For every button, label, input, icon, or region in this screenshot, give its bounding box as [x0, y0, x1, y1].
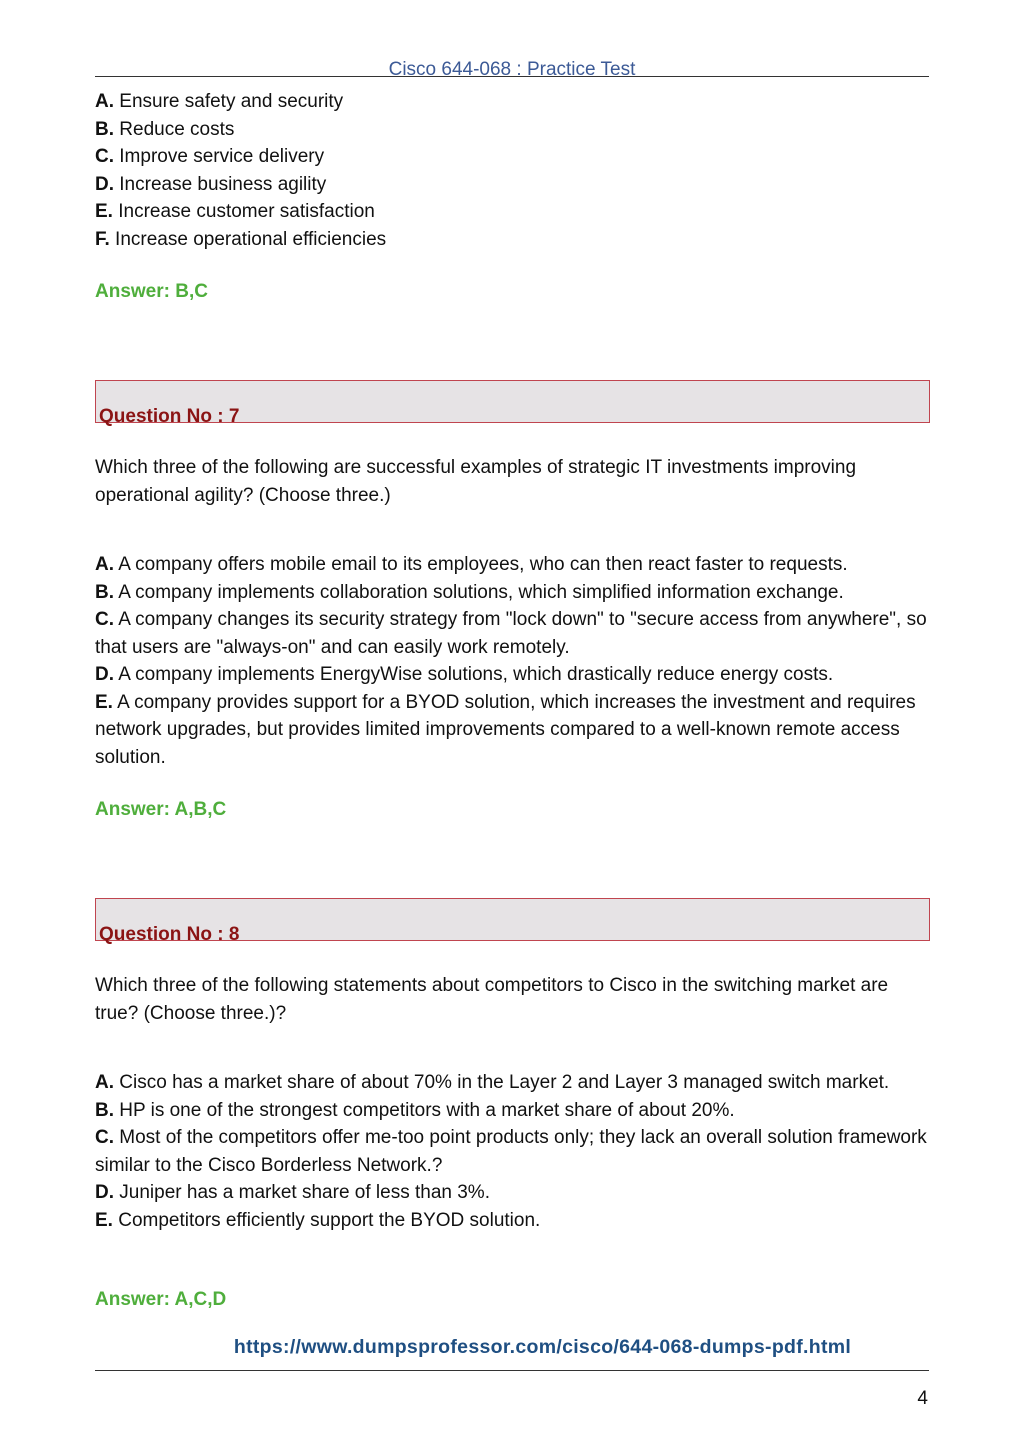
- question-7-header: [95, 380, 930, 427]
- option-text: Cisco has a market share of about 70% in the Layer 2 and Layer 3 managed switch market.: [114, 1072, 890, 1093]
- option-letter: A.: [95, 1072, 114, 1093]
- option-b: [95, 1097, 929, 1125]
- option-d: [95, 1179, 929, 1207]
- option-c: [95, 606, 929, 661]
- option-letter: C.: [95, 609, 114, 630]
- option-b: [95, 579, 929, 607]
- option-a: [95, 551, 929, 579]
- option-letter: B.: [95, 1099, 114, 1121]
- option-letter: A.: [95, 554, 114, 575]
- option-text: Most of the competitors offer me-too point products only; they lack an overall solution framework similar to the Cisco Borderless Network.?: [95, 1127, 927, 1176]
- option-text: HP is one of the strongest competitors with a market share of about 20%.: [114, 1099, 735, 1121]
- question-7-text-block: [95, 454, 929, 509]
- option-letter: D.: [95, 1182, 114, 1203]
- option-text: A company provides support for a BYOD solution, which increases the investment and requires network upgrades, but provides limited improvements compared to a well-known remote access solution.: [95, 691, 916, 768]
- option-letter: D.: [95, 664, 114, 685]
- header-divider: [95, 76, 929, 77]
- option-d: [95, 661, 929, 689]
- question-text: Which three of the following statements about competitors to Cisco in the switching market are true? (Choose three.)?: [95, 975, 889, 1024]
- option-e: [95, 689, 929, 772]
- option-text: A company implements collaboration solutions, which simplified information exchange.: [114, 581, 844, 603]
- option-text: Juniper has a market share of less than 3%.: [114, 1182, 490, 1203]
- option-text: Reduce costs: [114, 118, 235, 140]
- question-label: Question No : 8: [99, 924, 240, 945]
- option-letter: B.: [95, 581, 114, 603]
- option-a: [95, 1069, 929, 1097]
- option-text: Competitors efficiently support the BYOD solution.: [112, 1209, 541, 1231]
- question-label: Question No : 7: [99, 406, 240, 427]
- option-letter: C.: [95, 146, 114, 167]
- option-c: [95, 143, 929, 171]
- question-8-text-block: [95, 972, 929, 1027]
- footer-link[interactable]: https://www.dumpsprofessor.com/cisco/644-068-dumps-pdf.html: [233, 1336, 852, 1358]
- footer-divider: [95, 1370, 929, 1371]
- page-number: 4: [917, 1388, 928, 1409]
- option-text: A company offers mobile email to its employees, who can then react faster to requests.: [114, 554, 848, 575]
- option-e: [95, 1207, 929, 1235]
- option-f: [95, 226, 929, 254]
- option-d: [95, 171, 929, 199]
- question-7-answer: Answer: A,B,C: [95, 799, 227, 820]
- option-text: Improve service delivery: [114, 146, 325, 167]
- option-b: [95, 116, 929, 144]
- option-text: A company implements EnergyWise solutions, which drastically reduce energy costs.: [114, 664, 834, 685]
- question-8-options: [95, 1069, 929, 1234]
- option-letter: C.: [95, 1127, 114, 1148]
- question-text: Which three of the following are successful examples of strategic IT investments improving operational agility? (Choose three.): [95, 457, 857, 506]
- option-c: [95, 1124, 929, 1179]
- question-8-answer: Answer: A,C,D: [95, 1289, 227, 1310]
- option-text: Increase business agility: [114, 173, 327, 195]
- option-letter: B.: [95, 118, 114, 140]
- question-7-options: [95, 551, 929, 771]
- option-text: Increase operational efficiencies: [109, 228, 387, 250]
- option-text: A company changes its security strategy from "lock down" to "secure access from anywhere", so that users are "always-on" and can easily work remotely.: [95, 609, 927, 658]
- question-8-header: [95, 898, 930, 945]
- option-letter: D.: [95, 173, 114, 195]
- option-text: Increase customer satisfaction: [112, 201, 375, 222]
- option-text: Ensure safety and security: [114, 91, 344, 112]
- option-e: [95, 198, 929, 226]
- prev-question-options: [95, 88, 929, 253]
- header-title: Cisco 644-068 : Practice Test: [388, 59, 636, 80]
- option-a: [95, 88, 929, 116]
- option-letter: F.: [95, 228, 110, 250]
- option-letter: E.: [95, 1209, 113, 1231]
- option-letter: E.: [95, 691, 113, 713]
- prev-answer: Answer: B,C: [95, 281, 208, 302]
- option-letter: E.: [95, 201, 113, 222]
- option-letter: A.: [95, 91, 114, 112]
